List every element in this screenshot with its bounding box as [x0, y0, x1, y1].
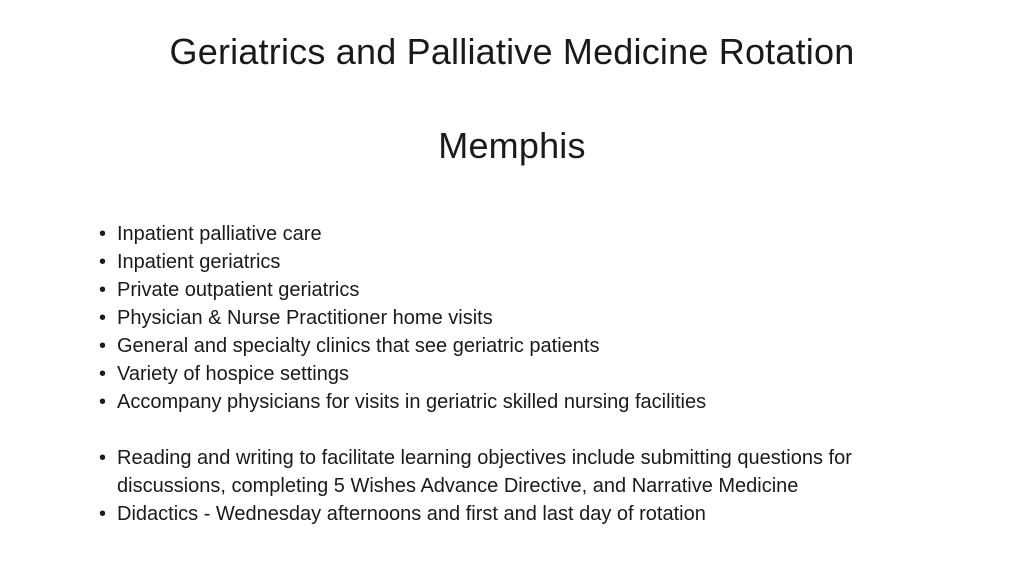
title-spacer [0, 74, 1024, 124]
bullet-item: • Private outpatient geriatrics [99, 276, 929, 304]
bullet-item: • Didactics - Wednesday afternoons and first and last day of rotation [99, 500, 929, 528]
bullet-item: • Inpatient palliative care [99, 220, 929, 248]
bullet-item: • Variety of hospice settings [99, 360, 929, 388]
slide-title [0, 30, 1024, 168]
bullet-item: • Accompany physicians for visits in geriatric skilled nursing facilities [99, 388, 929, 416]
bullet-item: • Inpatient geriatrics [99, 248, 929, 276]
title-line-1: Geriatrics and Palliative Medicine Rotation [169, 31, 855, 72]
bullet-item: • Physician & Nurse Practitioner home visits [99, 304, 929, 332]
bullet-item: • General and specialty clinics that see geriatric patients [99, 332, 929, 360]
bullet-list [99, 220, 929, 528]
title-line-2: Memphis [438, 125, 586, 166]
bullet-item: • Reading and writing to facilitate learning objectives include submitting questions for discussions, completing 5 Wishes Advance Directive, and Narrative Medicine [99, 444, 929, 500]
bullet-spacer [99, 416, 929, 444]
